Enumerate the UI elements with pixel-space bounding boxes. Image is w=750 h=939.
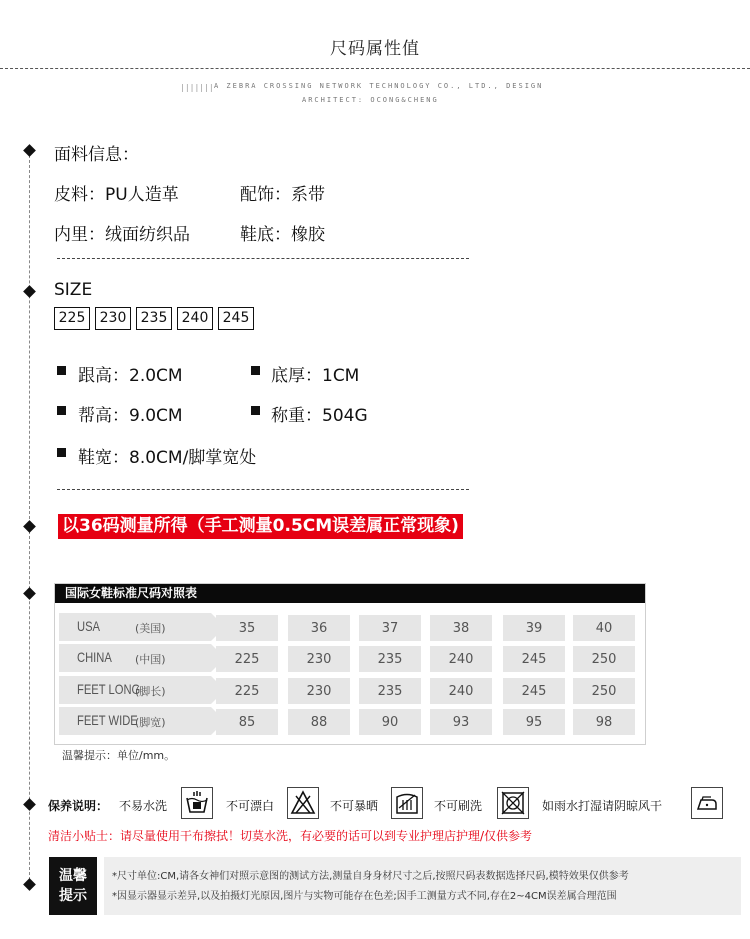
table-cell: 230 (288, 678, 350, 704)
table-cell: 36 (288, 615, 350, 641)
spec-heel-height: 跟高：2.0CM (78, 366, 183, 386)
size-chart-table (54, 583, 646, 745)
table-cell: 98 (573, 709, 635, 735)
bullet-diamond-icon (23, 285, 36, 298)
bullet-square-icon (57, 448, 66, 457)
table-cell: 235 (359, 646, 421, 672)
size-chart-header (55, 584, 645, 603)
size-option: 230 (95, 307, 131, 330)
warm-tip-badge-line1: 温馨 (59, 868, 87, 884)
warm-tip-line-2: *因显示器显示差异,以及拍摄灯光原因,图片与实物可能存在色差;因手工测量方式不同,存在2~4CM误差属合理范围 (112, 891, 617, 902)
material-sole: 鞋底：橡胶 (240, 225, 325, 245)
bullet-diamond-icon (23, 798, 36, 811)
table-cell: 240 (430, 646, 492, 672)
size-option: 245 (218, 307, 254, 330)
bullet-diamond-icon (23, 144, 36, 157)
cleaning-tip: 清洁小贴士：请尽量使用干布擦拭！切莫水洗，有必要的话可以到专业护理店护理/仅供参考 (48, 829, 533, 843)
warm-tip-panel (104, 857, 741, 915)
table-cell: 250 (573, 678, 635, 704)
bullet-square-icon (251, 406, 260, 415)
unit-note: 温馨提示：单位/mm。 (62, 749, 176, 762)
care-heading: 保养说明： (48, 799, 109, 813)
size-heading: SIZE (54, 280, 93, 300)
table-cell: 85 (216, 709, 278, 735)
material-heading: 面料信息： (54, 145, 139, 165)
care-label: 不可漂白 (226, 799, 275, 813)
warm-tip-badge-line2: 提示 (59, 888, 87, 904)
material-leather: 皮料：PU人造革 (54, 185, 179, 205)
table-cell: 245 (503, 678, 565, 704)
warm-tip-line-1: *尺寸单位:CM,请各女神们对照示意图的测试方法,测量自身身材尺寸之后,按照尺码表数据选择尺码,模特效果仅供参考 (112, 871, 629, 882)
spec-weight: 称重：504G (271, 406, 368, 426)
row-cn-label: (中国) (135, 653, 166, 666)
header-divider (0, 68, 750, 69)
table-cell: 90 (359, 709, 421, 735)
table-cell: 88 (288, 709, 350, 735)
spec-shoe-width: 鞋宽：8.0CM/脚掌宽处 (78, 448, 257, 468)
size-option: 235 (136, 307, 172, 330)
hand-wash-icon (181, 787, 213, 819)
bullet-diamond-icon (23, 587, 36, 600)
bullet-square-icon (251, 366, 260, 375)
size-option: 240 (177, 307, 213, 330)
bullet-diamond-icon (23, 520, 36, 533)
section-divider (57, 258, 469, 259)
row-en-label: USA (77, 618, 101, 634)
table-cell: 225 (216, 646, 278, 672)
row-cn-label: (美国) (135, 622, 166, 635)
row-cn-label: (脚宽) (135, 716, 166, 729)
no-sun-dry-icon (391, 787, 423, 819)
care-label: 不可暴晒 (330, 799, 379, 813)
size-option: 225 (54, 307, 90, 330)
no-bleach-icon (287, 787, 319, 819)
table-cell: 93 (430, 709, 492, 735)
table-cell: 235 (359, 678, 421, 704)
page-title: 尺码属性值 (330, 39, 420, 59)
table-cell: 35 (216, 615, 278, 641)
iron-icon (691, 787, 723, 819)
measurement-note-banner: 以36码测量所得（手工测量0.5CM误差属正常现象) (58, 514, 463, 539)
table-cell: 245 (503, 646, 565, 672)
bullet-diamond-icon (23, 878, 36, 891)
table-cell: 95 (503, 709, 565, 735)
care-label: 如雨水打湿请阴晾风干 (542, 799, 663, 813)
table-cell: 240 (430, 678, 492, 704)
bullet-square-icon (57, 366, 66, 375)
section-divider (57, 489, 469, 490)
table-cell: 37 (359, 615, 421, 641)
care-label: 不易水洗 (119, 799, 168, 813)
size-chart-title: 国际女鞋标准尺码对照表 (65, 586, 198, 600)
row-en-label: FEET WIDE (77, 712, 138, 728)
spec-sole-thickness: 底厚：1CM (271, 366, 360, 386)
table-cell: 39 (503, 615, 565, 641)
brand-barcode: ||||||| (180, 83, 214, 92)
bullet-square-icon (57, 406, 66, 415)
table-cell: 250 (573, 646, 635, 672)
brand-line-2: ARCHITECT: OCONG&CHENG (302, 96, 439, 104)
brand-line-1: A ZEBRA CROSSING NETWORK TECHNOLOGY CO., LTD., DESIGN (214, 82, 544, 90)
material-lining: 内里：绒面纺织品 (54, 225, 190, 245)
row-en-label: CHINA (77, 649, 112, 665)
no-brush-icon (497, 787, 529, 819)
table-cell: 40 (573, 615, 635, 641)
spec-upper-height: 帮高：9.0CM (78, 406, 183, 426)
row-en-label: FEET LONG (77, 681, 141, 697)
material-accessory: 配饰：系带 (240, 185, 325, 205)
row-cn-label: (脚长) (135, 685, 166, 698)
table-cell: 225 (216, 678, 278, 704)
table-cell: 38 (430, 615, 492, 641)
care-label: 不可刷洗 (434, 799, 483, 813)
warm-tip-badge (49, 857, 97, 915)
table-cell: 230 (288, 646, 350, 672)
